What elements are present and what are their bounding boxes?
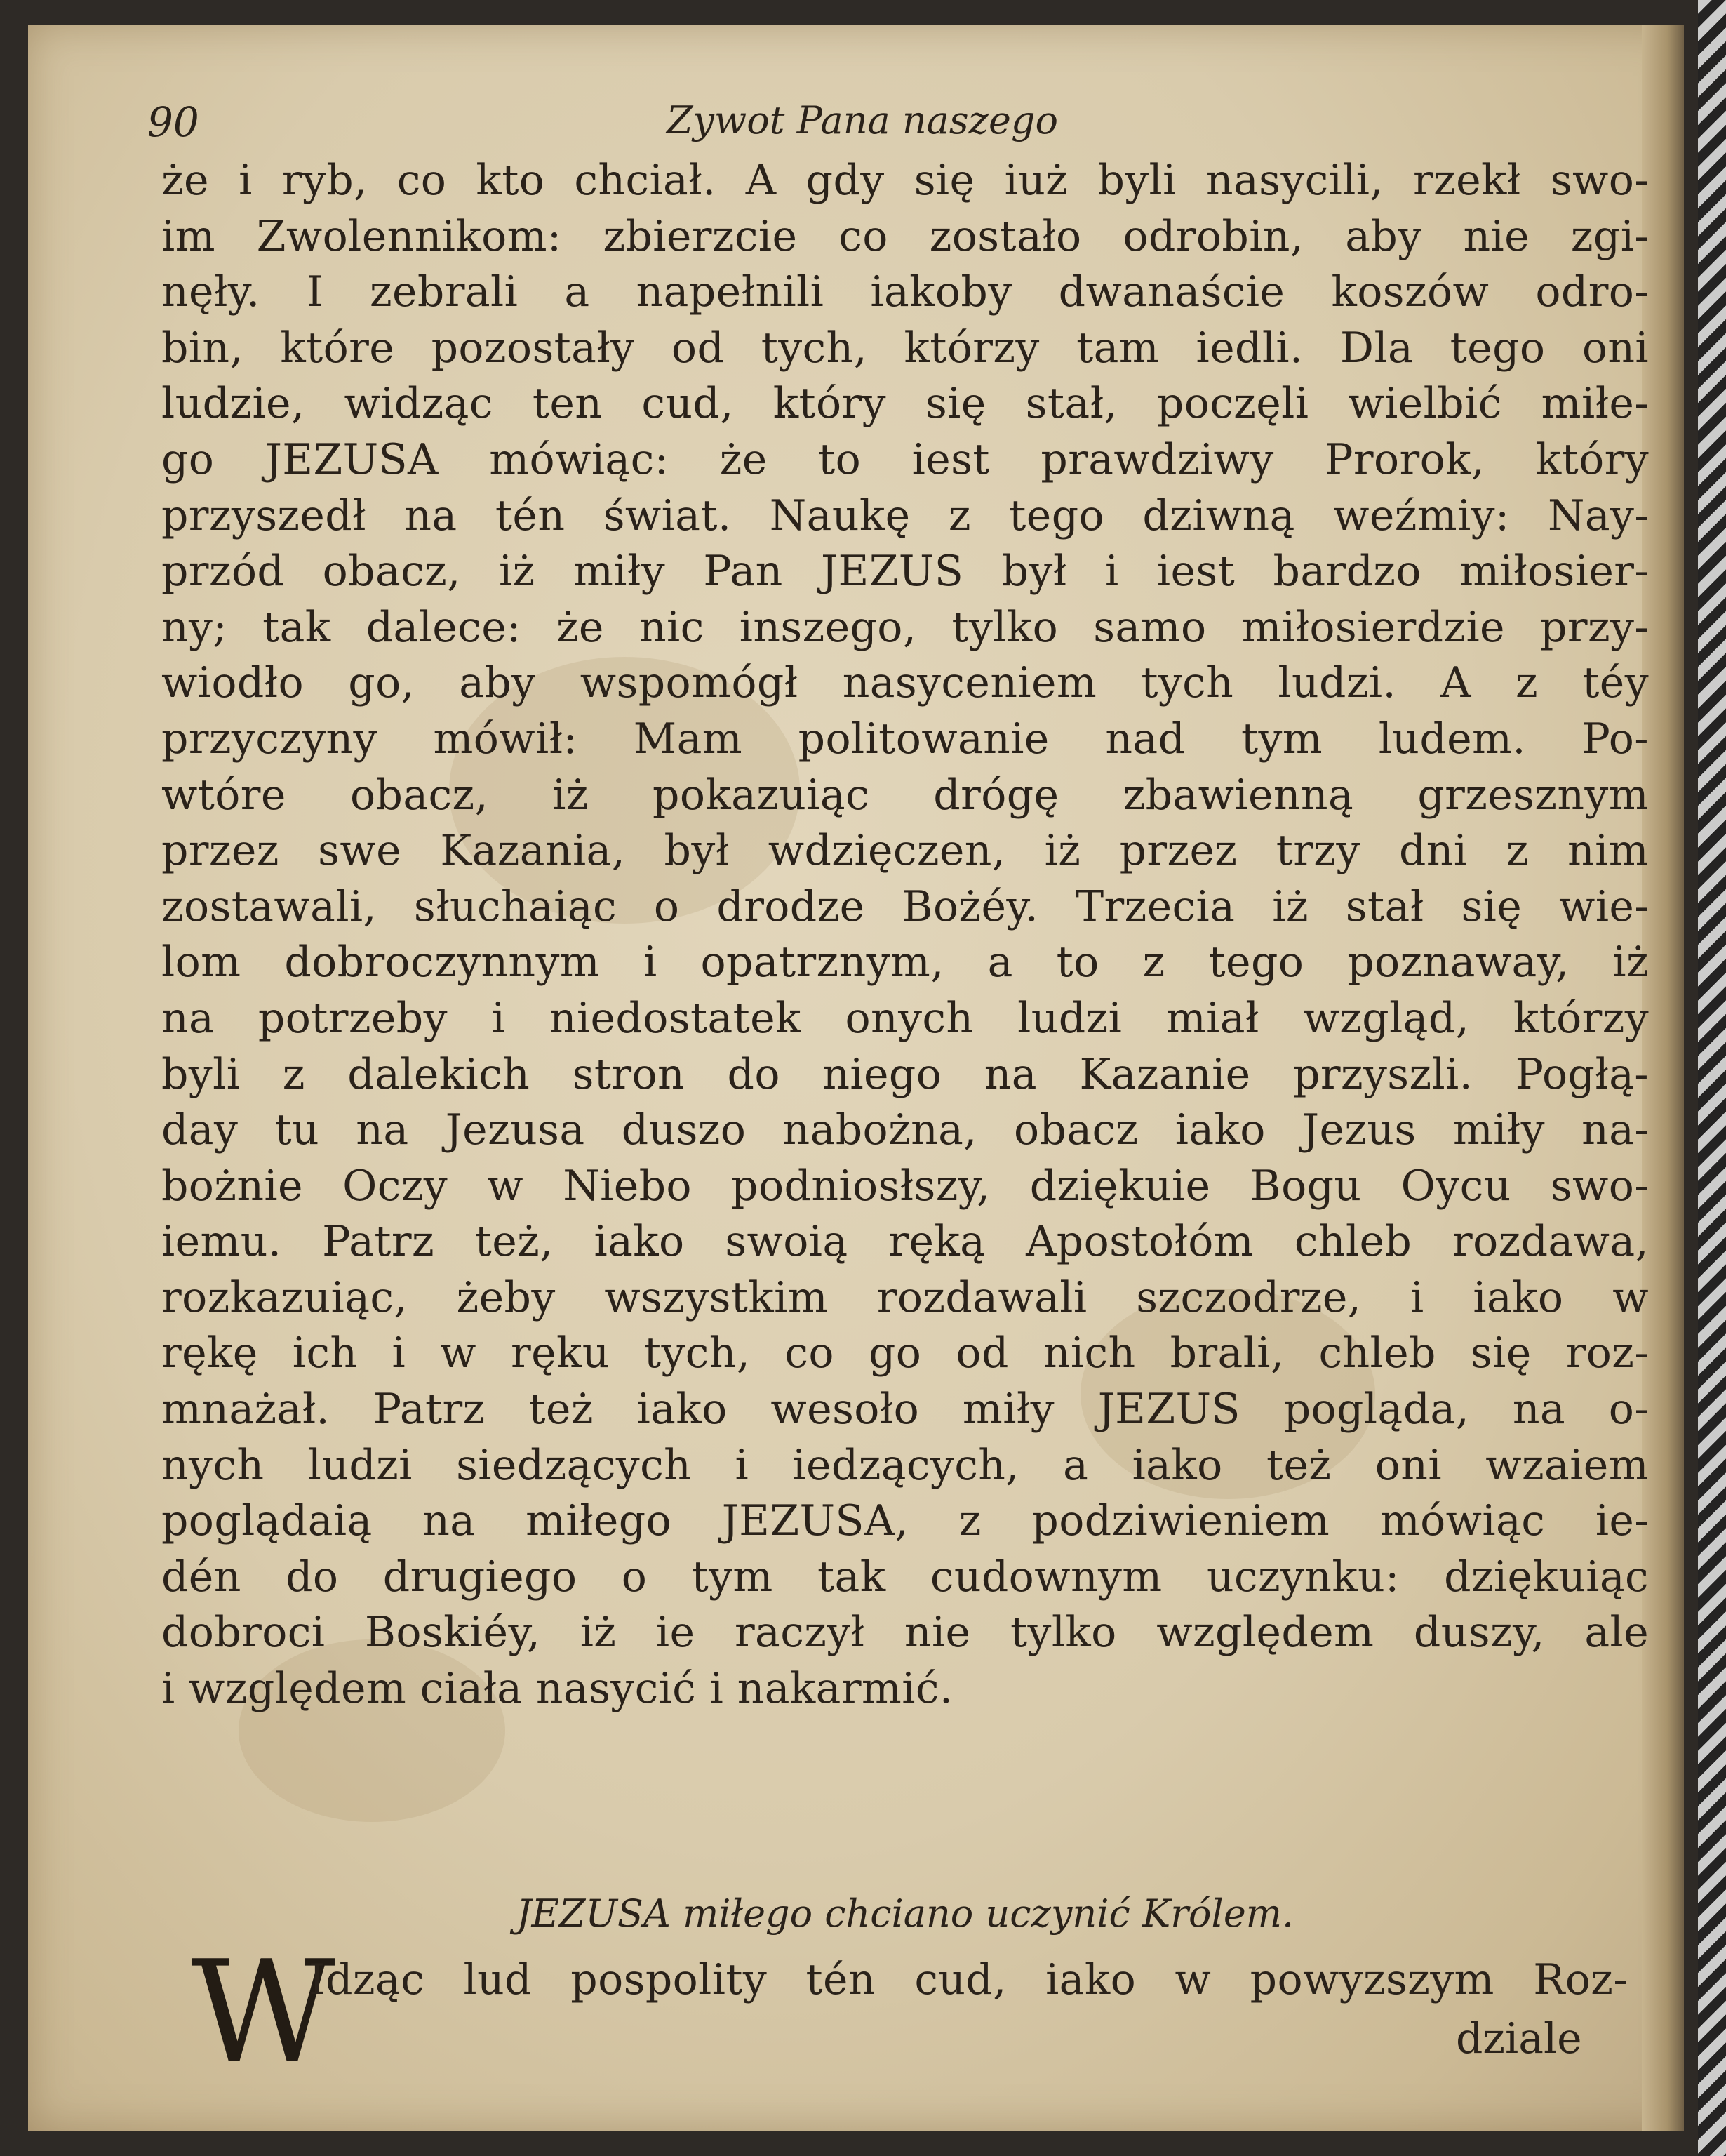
text-line: wtóre obacz, iż pokazuiąc drógę zbawienną grzesznym bbox=[161, 770, 1649, 820]
text-line: przyczyny mówił: Mam politowanie nad tym ludem. Po- bbox=[161, 714, 1649, 764]
page-number: 90 bbox=[147, 98, 199, 146]
text-line: na potrzeby i niedostatek onych ludzi miał wzgląd, którzy bbox=[161, 993, 1649, 1043]
text-line: że i ryb, co kto chciał. A gdy się iuż byli nasycili, rzekł swo- bbox=[161, 156, 1649, 205]
text-line: rękę ich i w ręku tych, co go od nich brali, chleb się roz- bbox=[161, 1329, 1649, 1378]
text-line: go JEZUSA mówiąc: że to iest prawdziwy Prorok, który bbox=[161, 434, 1649, 484]
scanner-edge-strip bbox=[1698, 0, 1726, 2156]
body-text bbox=[161, 153, 1649, 1717]
text-line: lom dobroczynnym i opatrznym, a to z tego poznaway, iż bbox=[161, 938, 1649, 987]
section-first-line bbox=[309, 1951, 1628, 2009]
text-line: im Zwolennikom: zbierzcie co zostało odrobin, aby nie zgi- bbox=[161, 211, 1649, 261]
running-head: Zywot Pana naszego bbox=[667, 98, 1059, 142]
text-line-last: i względem ciała nasycić i nakarmić. bbox=[161, 1664, 954, 1714]
drop-cap: W bbox=[191, 1931, 335, 2094]
text-line: day tu na Jezusa duszo nabożna, obacz iako Jezus miły na- bbox=[161, 1105, 1649, 1155]
text-line: wiodło go, aby wspomógł nasyceniem tych ludzi. A z téy bbox=[161, 658, 1649, 708]
catchword: dziale bbox=[1456, 2014, 1582, 2063]
text-line: ny; tak dalece: że nic inszego, tylko samo miłosierdzie przy- bbox=[161, 602, 1649, 652]
text-line: rozkazuiąc, żeby wszystkim rozdawali szczodrze, i iako w bbox=[161, 1272, 1649, 1322]
text-line: bin, które pozostały od tych, którzy tam iedli. Dla tego oni bbox=[161, 323, 1649, 373]
text-line: iemu. Patrz też, iako swoią ręką Apostołóm chleb rozdawa, bbox=[161, 1217, 1649, 1267]
text-line: dén do drugiego o tym tak cudownym uczynku: dziękuiąc bbox=[161, 1552, 1649, 1602]
text-line: bożnie Oczy w Niebo podniosłszy, dziękuie Bogu Oycu swo- bbox=[161, 1161, 1649, 1211]
text-line: poglądaią na miłego JEZUSA, z podziwieniem mówiąc ie- bbox=[161, 1496, 1649, 1546]
text-line: nych ludzi siedzących i iedzących, a iako też oni wzaiem bbox=[161, 1440, 1649, 1490]
text-line: zostawali, słuchaiąc o drodze Bożéy. Trzecia iż stał się wie- bbox=[161, 881, 1649, 931]
text-line: nęły. I zebrali a napełnili iakoby dwanaście koszów odro- bbox=[161, 267, 1649, 317]
text-line: dobroci Boskiéy, iż ie raczył nie tylko względem duszy, ale bbox=[161, 1608, 1649, 1658]
text-line: przez swe Kazania, był wdzięczen, iż przez trzy dni z nim bbox=[161, 826, 1649, 876]
text-line: przód obacz, iż miły Pan JEZUS był i iest bardzo miłosier- bbox=[161, 547, 1649, 597]
text-line: byli z dalekich stron do niego na Kazanie przyszli. Pogłą- bbox=[161, 1049, 1649, 1099]
text-line: Idząc lud pospolity tén cud, iako w powyzszym Roz- bbox=[309, 1955, 1628, 2004]
text-line: przyszedł na tén świat. Naukę z tego dziwną weźmiy: Nay- bbox=[161, 491, 1649, 540]
page-header bbox=[147, 83, 1642, 160]
text-line: ludzie, widząc ten cud, który się stał, poczęli wielbić miłe- bbox=[161, 379, 1649, 429]
text-line: mnażał. Patrz też iako wesoło miły JEZUS pogląda, na o- bbox=[161, 1385, 1649, 1435]
section-title: JEZUSA miłego chciano uczynić Królem. bbox=[516, 1891, 1294, 1936]
